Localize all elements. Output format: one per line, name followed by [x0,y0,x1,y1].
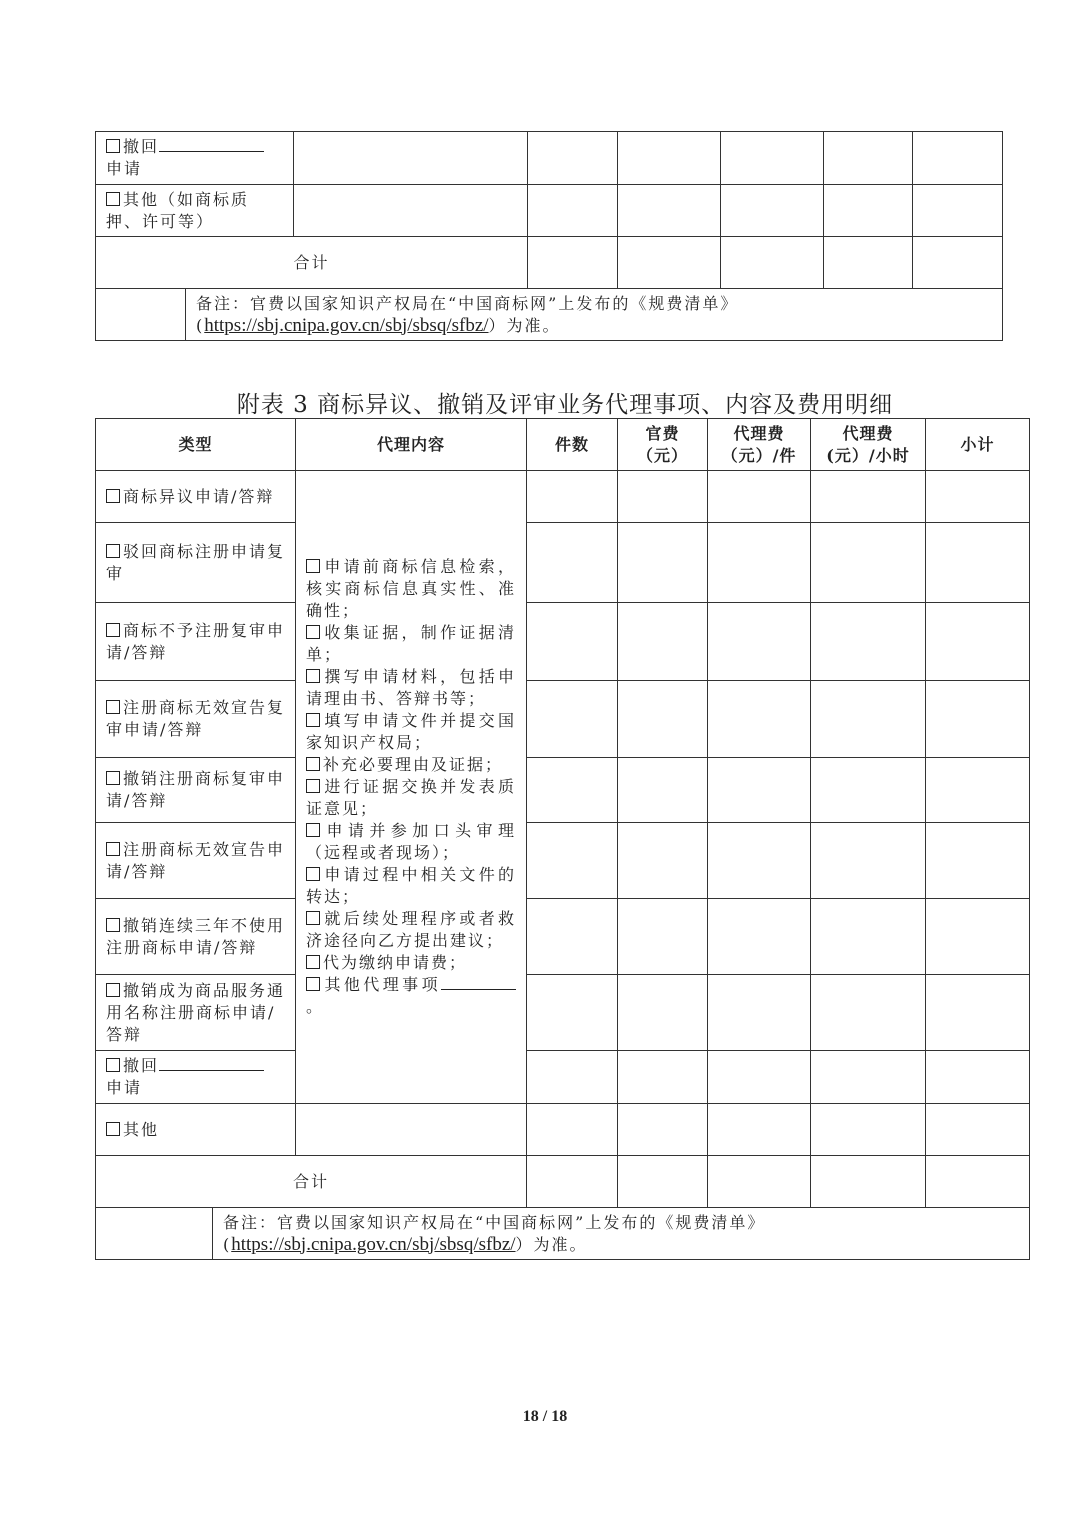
table-row [96,899,1030,975]
total-row [96,1156,1030,1208]
content-item [306,776,516,820]
checkbox[interactable] [306,711,323,730]
checkbox[interactable] [106,137,123,156]
content-item [306,556,516,622]
blank-line [441,975,516,990]
table-row [96,471,1030,523]
checkbox[interactable] [306,777,323,796]
checkbox[interactable] [306,755,323,774]
checkbox[interactable] [306,557,323,576]
header-row [96,419,1030,471]
type-label: 注册商标无效宣告复审申请/答辩 [106,698,286,739]
checkbox[interactable] [306,865,323,884]
header-subtotal: 小计 [926,419,1030,471]
type-label: 其他（如商标质押、许可等） [106,189,250,231]
checkbox[interactable] [306,909,323,928]
checkbox[interactable] [106,621,123,640]
header-type: 类型 [96,419,296,471]
table-row [96,185,1003,237]
table-row [96,603,1030,681]
checkbox[interactable] [106,190,123,209]
content-item [306,820,516,864]
remark-row [96,1208,1030,1260]
type-label: 撤销成为商品服务通用名称注册商标申请/答辩 [106,980,286,1044]
table-title: 附表 3 商标异议、撤销及评审业务代理事项、内容及费用明细 [236,392,894,418]
checkbox[interactable] [106,542,123,561]
content-item [306,710,516,754]
type-label: 商标不予注册复审申请/答辩 [106,620,286,662]
fee-list-link[interactable]: https://sbj.cnipa.gov.cn/sbj/sbsq/sfbz/ [204,314,489,336]
checkbox[interactable] [106,769,123,788]
type-label: 撤销连续三年不使用注册商标申请/答辩 [106,915,286,957]
table-row [96,132,1003,185]
checkbox[interactable] [106,916,123,935]
checkbox[interactable] [106,1056,123,1075]
content-text: 收集证据，制作证据清单； [306,623,517,664]
remark-text: 备注：官费以国家知识产权局在“中国商标网”上发布的《规费清单》( [196,293,739,335]
content-item [306,974,516,1018]
blank-line [159,1056,264,1071]
remark [186,289,1003,341]
total-row [96,237,1003,289]
remark [213,1208,1030,1260]
type-label: 申请 [106,159,143,178]
type-label: 驳回商标注册申请复审 [106,541,286,583]
remark-text: 备注：官费以国家知识产权局在“中国商标网”上发布的《规费清单》( [223,1212,766,1254]
content-text: 进行证据交换并发表质证意见； [306,777,517,818]
fee-table-continued [95,131,1003,341]
content-text: 撰写申请材料，包括申请理由书、答辩书等； [306,667,517,708]
checkbox[interactable] [306,975,323,994]
type-label: 商标异议申请/答辩 [123,486,275,506]
header-content: 代理内容 [296,419,527,471]
type-label: 撤回 [123,1056,160,1075]
table-row [96,758,1030,823]
header-official-fee: 官费（元） [618,419,708,471]
header-agent-fee-per-hour: 代理费(元）/小时 [811,419,926,471]
remark-row [96,289,1003,341]
content-text: 其他代理事项 [323,975,442,994]
content-item [306,952,516,974]
content-item [306,908,516,952]
fee-list-link[interactable]: https://sbj.cnipa.gov.cn/sbj/sbsq/sfbz/ [231,1233,516,1255]
content-text: 就后续处理程序或者救济途径向乙方提出建议； [306,909,517,950]
blank-line [159,137,264,152]
type-label: 撤销注册商标复审申请/答辩 [106,769,286,810]
type-label: 注册商标无效宣告申请/答辩 [106,839,286,881]
total-label: 合计 [96,237,528,289]
page-number: 18 / 18 [522,1408,568,1425]
content-text: 申请并参加口头审理（远程或者现场）； [306,821,517,862]
checkbox[interactable] [106,487,123,506]
content-item [306,864,516,908]
checkbox[interactable] [306,623,323,642]
checkbox[interactable] [306,821,323,840]
table-row [96,1051,1030,1104]
content-item [306,666,516,710]
header-agent-fee-per-item: 代理费（元）/件 [708,419,811,471]
header-count: 件数 [527,419,618,471]
table-row [96,681,1030,758]
fee-table-3 [95,418,1030,1260]
table-row [96,523,1030,603]
checkbox[interactable] [106,840,123,859]
total-label: 合计 [96,1156,527,1208]
checkbox[interactable] [306,953,323,972]
table-row [96,823,1030,899]
checkbox[interactable] [106,981,123,1000]
content-item [306,754,516,776]
content-item [306,622,516,666]
content-text: 申请过程中相关文件的转达； [306,865,517,906]
checkbox[interactable] [106,1120,123,1139]
type-label: 申请 [106,1078,143,1097]
remark-text: ）为准。 [488,315,561,335]
content-text: 。 [306,997,325,1016]
remark-text: ）为准。 [515,1234,588,1254]
table-row [96,975,1030,1051]
type-label: 撤回 [123,137,160,156]
content-text: 代为缴纳申请费； [323,953,468,972]
type-label: 其他 [123,1119,160,1139]
content-text: 申请前商标信息检索，核实商标信息真实性、准确性； [306,557,517,620]
content-text: 填写申请文件并提交国家知识产权局； [306,711,517,752]
checkbox[interactable] [106,698,123,717]
agency-content [296,471,527,1104]
checkbox[interactable] [306,667,323,686]
table-row [96,1104,1030,1156]
content-text: 补充必要理由及证据； [323,755,504,774]
